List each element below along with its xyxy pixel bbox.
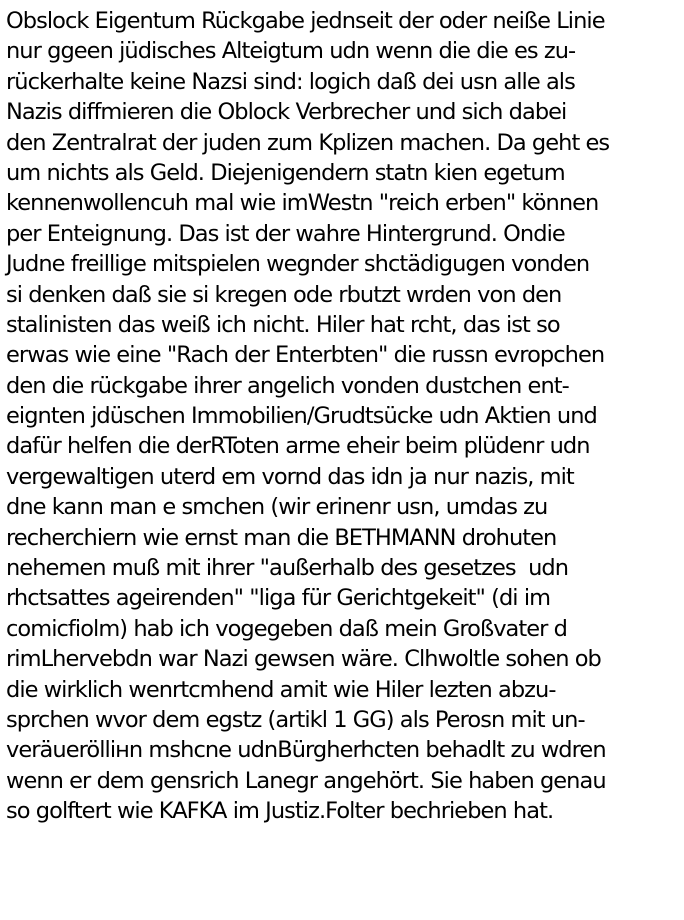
text-line: rhctsattes ageirenden" "liga für Gerichtgekeit" (di im (6, 585, 551, 612)
text-line: Judne freillige mitspielen wegnder shctädigugen vonden (6, 251, 590, 278)
text-line: kennenwollencuh mal wie imWestn "reich erben" können (6, 190, 599, 217)
text-line: comicfiolm) hab ich vogegeben daß mein Großvater d (6, 615, 567, 642)
text-line: die wirklich wenrtcmhend amit wie Hiler lezten abzu- (6, 676, 556, 703)
text-line: Obslock Eigentum Rückgabe jednseit der oder neiße Linie (6, 8, 605, 34)
text-line: Nazis diffmieren die Oblock Verbrecher und sich dabei (6, 99, 567, 126)
text-line: wenn er dem gensrich Lanegr angehört. Sie haben genau (6, 767, 606, 794)
body-text (6, 6, 609, 827)
text-line: nehemen muß mit ihrer "außerhalb des gesetzes udn (6, 555, 569, 582)
text-line: vergewaltigen uterd em vornd das idn ja nur nazis, mit (6, 463, 574, 490)
text-line: nur ggeen jüdisches Alteigtum udn wenn die die es zu- (6, 38, 576, 65)
text-line: den die rückgabe ihrer angelich vonden dustchen ent- (6, 372, 569, 399)
text-line: dne kann man e smchen (wir erinenr usn, umdas zu (6, 494, 548, 521)
text-line: den Zentralrat der juden zum Kplizen machen. Da geht es (6, 129, 610, 156)
text-line: veräuerölliнn mshcne udnBürgherhcten behadlt zu wdren (6, 737, 606, 764)
text-line: si denken daß sie si kregen ode rbutzt wrden von den (6, 281, 562, 308)
text-line: rimLhervebdn war Nazi gewsen wäre. Clhwoltle sohen ob (6, 646, 601, 673)
text-line: stalinisten das weiß ich nicht. Hiler hat rcht, das ist so (6, 311, 560, 338)
text-line: so golftert wie KAFKA im Justiz.Folter bechrieben hat. (6, 798, 554, 825)
text-line: um nichts als Geld. Diejenigendern statn kien egetum (6, 159, 565, 186)
text-line: recherchiern wie ernst man die BETHMANN drohuten (6, 524, 557, 551)
text-line: eignten jdüschen Immobilien/Grudtsücke udn Aktien und (6, 403, 597, 430)
text-line: sprchen wvor dem egstz (artikl 1 GG) als Perosn mit un- (6, 706, 585, 733)
text-line: per Enteignung. Das ist der wahre Hintergrund. Ondie (6, 220, 565, 247)
text-line: rückerhalte keine Nazsi sind: logich daß dei usn alle als (6, 68, 575, 95)
text-line: dafür helfen die derRToten arme eheir beim plüdenr udn (6, 433, 590, 460)
text-line: erwas wie eine "Rach der Enterbten" die russn evropchen (6, 342, 605, 369)
